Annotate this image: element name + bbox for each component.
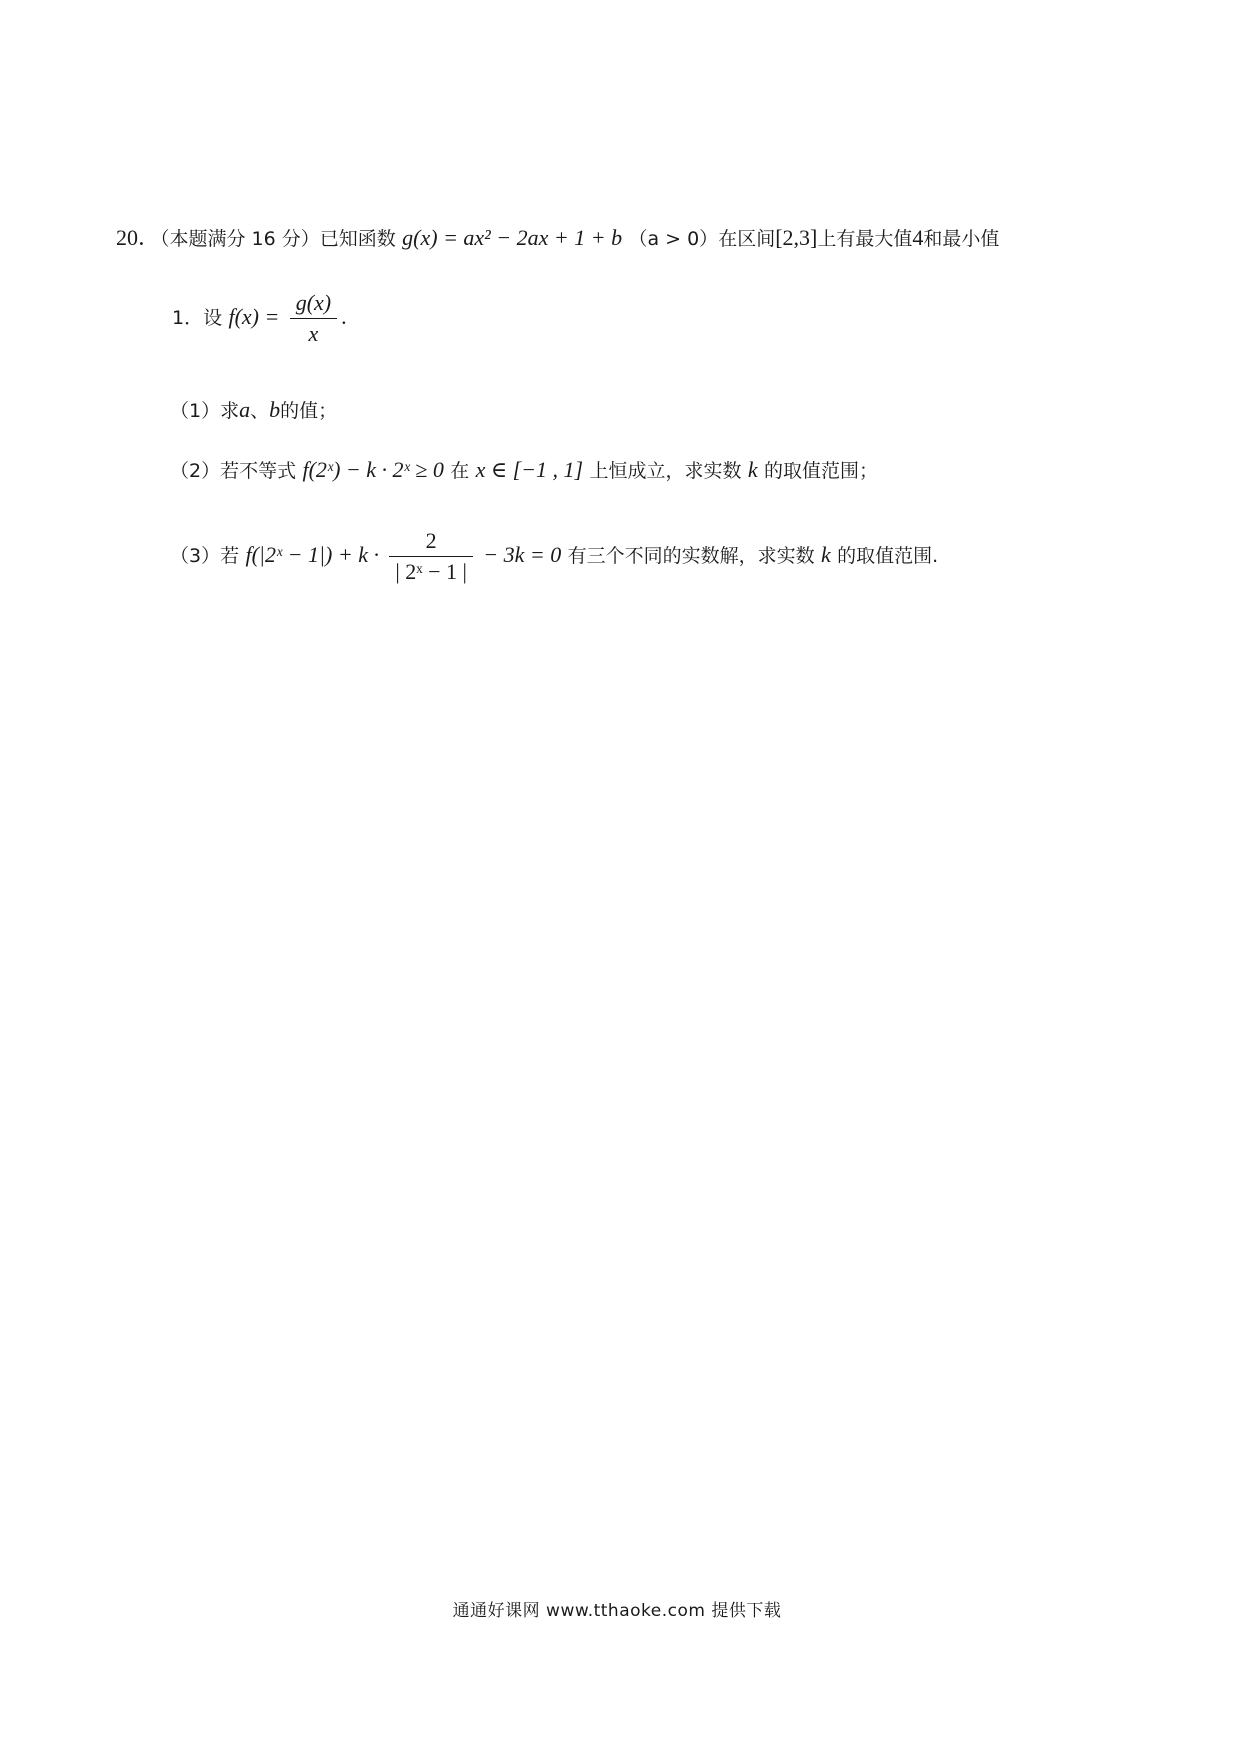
q3-tail: 有三个不同的实数解，求实数	[567, 545, 815, 567]
max-text: 上有最大值	[817, 228, 913, 250]
q3-expr-a: f(|2ˣ − 1|) + k ·	[245, 542, 379, 567]
q1-var-a: a	[239, 397, 251, 422]
intro-text: 已知函数	[319, 228, 396, 250]
fraction-2-over-abs	[389, 528, 473, 585]
interval: [2,3]	[775, 225, 818, 250]
min-text: 和最小值	[923, 228, 1000, 250]
q3-expr-b: − 3k = 0	[483, 542, 562, 567]
definition-f-line	[172, 290, 347, 347]
score-note: （本题满分 16 分）	[160, 228, 320, 250]
q2-tail: 上恒成立，求实数	[589, 460, 742, 482]
q3-var-k: k	[820, 542, 831, 567]
page-footer: 通通好课网 www.tthaoke.com 提供下载	[452, 1601, 782, 1621]
q2-inequality: f(2ˣ) − k · 2ˣ ≥ 0	[302, 457, 444, 482]
condition-a: （a > 0）	[628, 228, 719, 250]
q3-fraction-denominator: | 2ˣ − 1 |	[395, 559, 467, 584]
q1-var-b: b	[269, 397, 281, 422]
q2-var-k: k	[747, 457, 758, 482]
q2-tail2: 的取值范围；	[763, 460, 878, 482]
q2-domain: x ∈ [−1 , 1]	[475, 457, 584, 482]
interval-text: 在区间	[718, 228, 776, 250]
q1-label: （1）求	[170, 400, 240, 422]
function-g-definition: g(x) = ax² − 2ax + 1 + b	[402, 225, 623, 250]
q2-label: （2）若不等式	[170, 460, 297, 482]
fraction-g-over-x	[290, 290, 337, 347]
question-2	[170, 456, 878, 485]
q2-mid: 在	[450, 460, 470, 482]
line2-end: .	[341, 304, 347, 329]
line2-prefix: 1．设	[172, 307, 223, 329]
question-1	[170, 396, 337, 425]
fraction-denominator: x	[308, 321, 319, 346]
f-lhs: f(x) =	[228, 304, 280, 329]
q1-tail: 的值；	[280, 400, 338, 422]
max-value: 4	[912, 225, 924, 250]
q1-sep: 、	[250, 400, 270, 422]
fraction-numerator: g(x)	[290, 290, 337, 319]
question-3	[170, 528, 938, 585]
problem-number: 20．	[116, 225, 161, 250]
q3-fraction-numerator: 2	[389, 528, 473, 557]
problem-statement-line	[116, 224, 999, 253]
q3-tail2: 的取值范围.	[837, 545, 939, 567]
q3-label: （3）若	[170, 545, 240, 567]
